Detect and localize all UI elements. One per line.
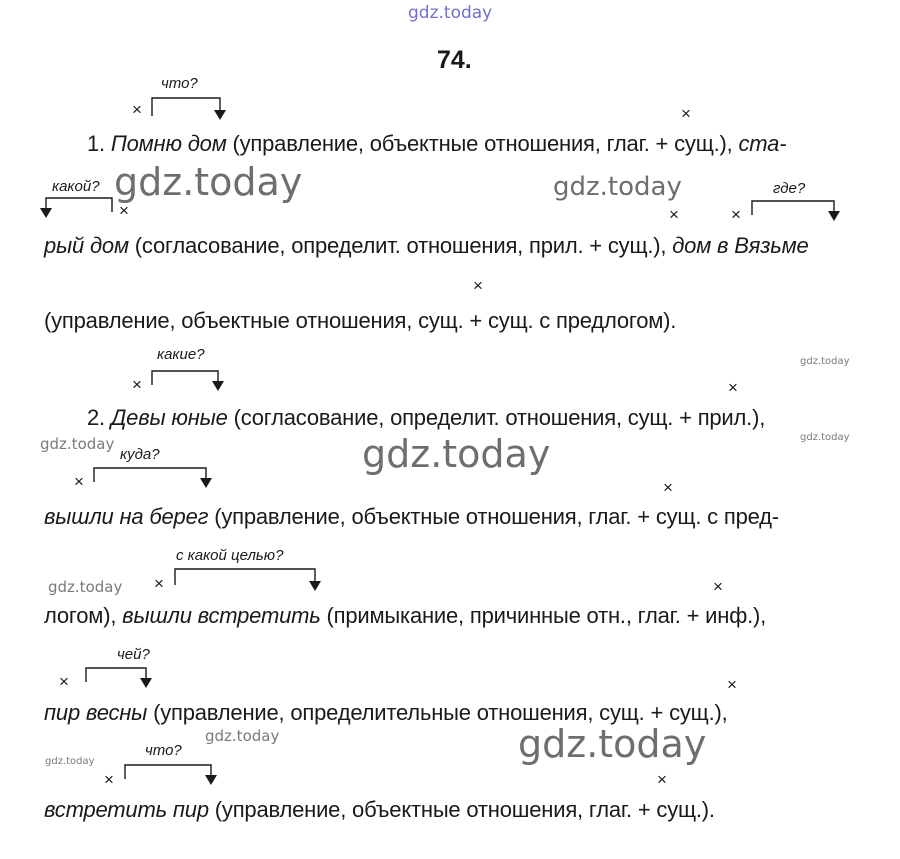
analysis: (примыкание, причинные отн., глаг. + инф.), [320,603,767,628]
analysis: (управление, объектные отношения, глаг. + сущ.), [226,131,739,156]
watermark-medium-1: gdz.today [553,172,682,202]
text-line-1 [87,131,786,157]
word-marker-x: × [663,478,673,497]
phrase: встретить пир [44,797,209,822]
word-marker-x: × [119,201,129,220]
phrase: вышли на берег [44,504,209,529]
question-arrow-1 [150,96,230,122]
phrase: рый дом [44,233,129,258]
watermark-tiny-2: gdz.today [800,432,850,443]
word-marker-x: × [132,100,142,119]
phrase: Девы юные [110,405,228,430]
watermark-large-3: gdz.today [518,722,707,766]
watermark-tiny-3: gdz.today [45,756,95,767]
watermark-small-3: gdz.today [205,727,280,745]
word-marker-x: × [669,205,679,224]
question-arrow-5 [92,466,217,492]
text-line-2 [44,233,809,259]
word-marker-x: × [132,375,142,394]
phrase: вышли встретить [122,603,321,628]
question-arrow-2 [40,196,120,222]
word-marker-x: × [681,104,691,123]
question-label-3: где? [773,180,806,197]
watermark-large-2: gdz.today [362,432,551,476]
text-line-3: (управление, объектные отношения, сущ. + сущ. с предлогом). [44,308,677,333]
word-marker-x: × [727,675,737,694]
word-marker-x: × [728,378,738,397]
analysis: (согласование, определит. отношения, сущ. + прил.), [227,405,766,430]
word-marker-x: × [74,472,84,491]
item-number: 1. [87,131,111,156]
watermark-top: gdz.today [408,3,493,23]
question-label-7: чей? [117,646,150,663]
analysis: (управление, объектные отношения, глаг. + сущ.). [208,797,715,822]
question-label-8: что? [145,742,182,759]
text-line-5 [44,504,779,530]
item-number: 2. [87,405,111,430]
question-arrow-7 [84,666,159,692]
exercise-number: 74. [437,46,472,74]
question-label-1: что? [161,75,198,92]
analysis: (управление, определительные отношения, сущ. + сущ.), [147,700,728,725]
question-label-6: с какой целью? [176,547,284,564]
watermark-small-1: gdz.today [40,435,115,453]
question-label-4: какие? [157,346,205,363]
word-marker-x: × [154,574,164,593]
watermark-large-1: gdz.today [114,160,303,204]
text-line-6 [44,603,766,629]
word-marker-x: × [104,770,114,789]
question-arrow-6 [173,567,323,595]
question-label-5: куда? [120,446,160,463]
phrase: пир весны [44,700,148,725]
phrase: ста- [738,131,787,156]
analysis: (согласование, определит. отношения, прил. + сущ.), [128,233,673,258]
word-marker-x: × [731,205,741,224]
word-marker-x: × [59,672,69,691]
text-line-8 [44,797,715,823]
question-label-2: какой? [52,178,100,195]
phrase: дом в Вязьме [672,233,809,258]
watermark-tiny-1: gdz.today [800,356,850,367]
word-marker-x: × [713,577,723,596]
word-marker-x: × [657,770,667,789]
watermark-small-2: gdz.today [48,578,123,596]
question-arrow-4 [150,369,230,395]
question-arrow-8 [123,763,223,789]
word-marker-x: × [473,276,483,295]
text-line-4 [87,405,765,431]
analysis: (управление, объектные отношения, глаг. + сущ. с пред- [208,504,779,529]
analysis: логом), [44,603,123,628]
text-line-7 [44,700,728,726]
phrase: Помню дом [110,131,227,156]
question-arrow-3 [750,199,840,225]
